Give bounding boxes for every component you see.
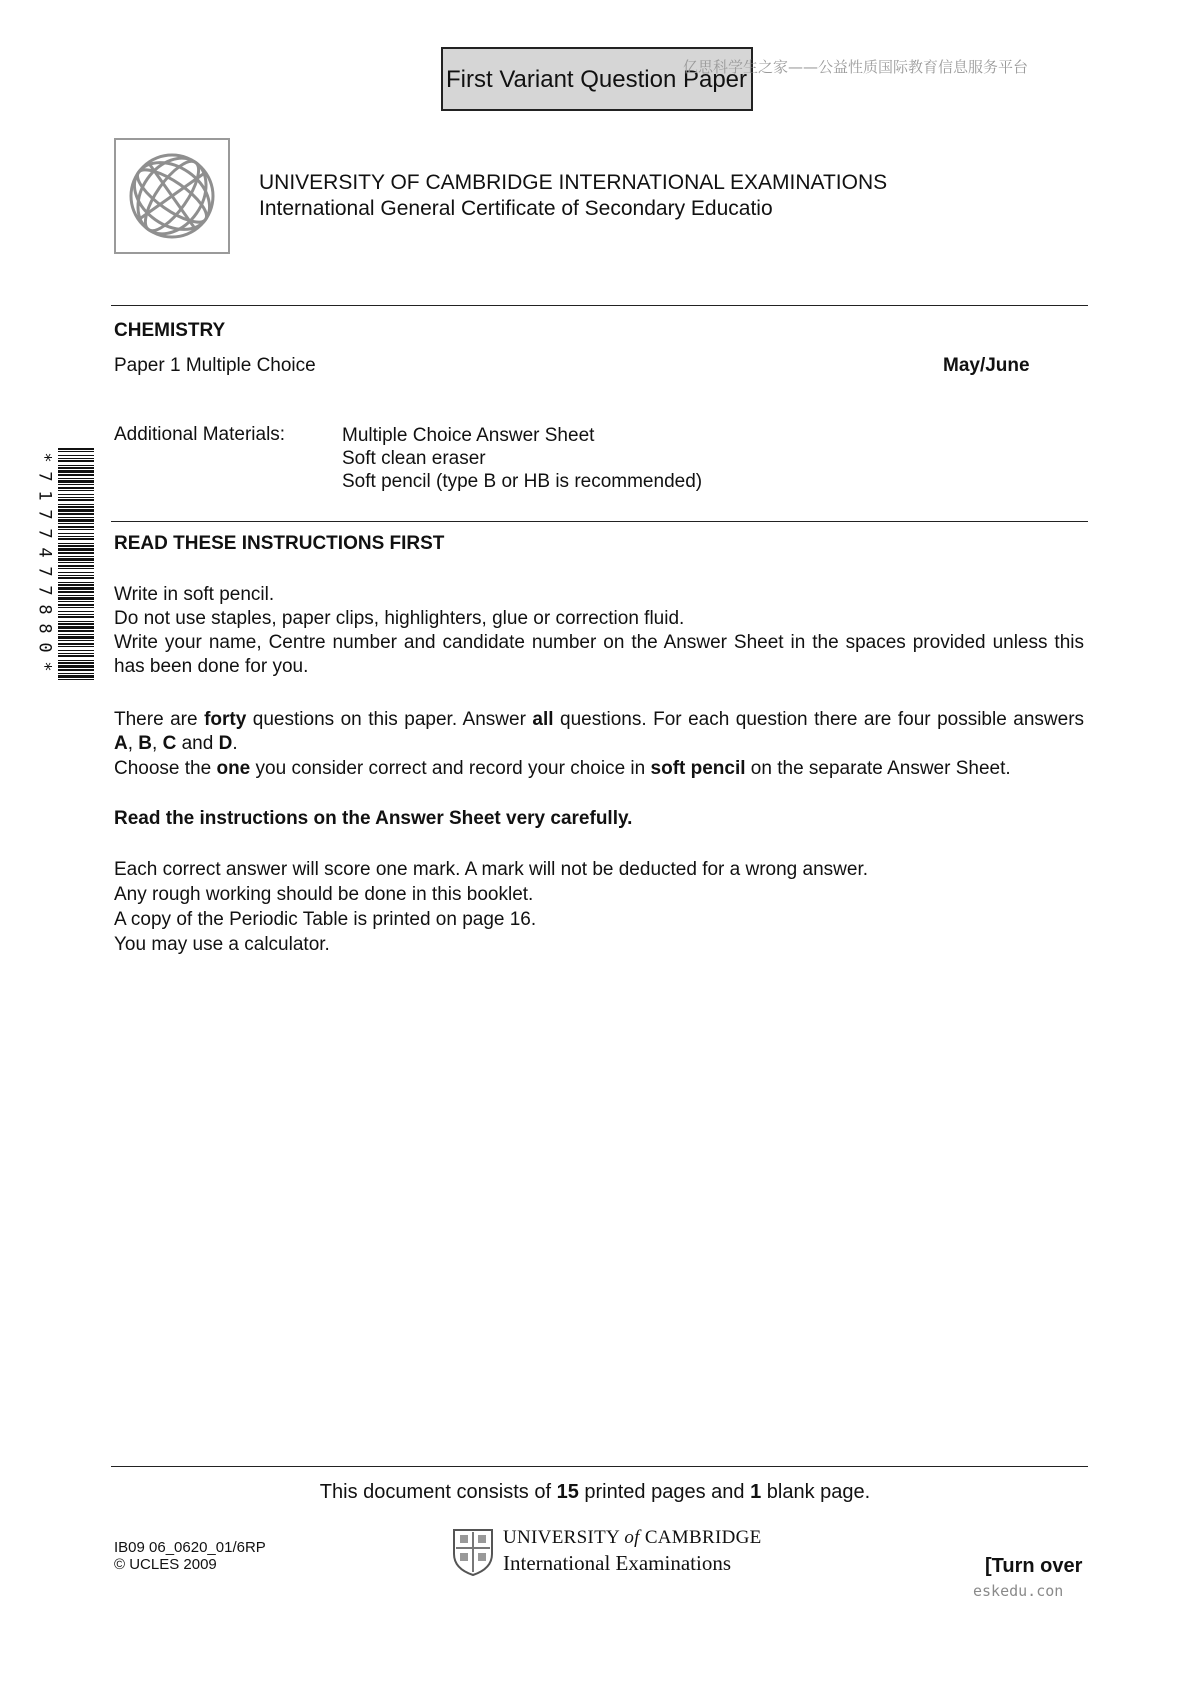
bottom-watermark: eskedu.con [973,1582,1064,1600]
barcode-bar [58,465,94,466]
barcode-digit: 8 [34,623,55,634]
turn-over: [Turn over [985,1555,1083,1577]
materials-item: Soft pencil (type B or HB is recommended) [342,471,703,492]
barcode-bar [58,665,94,668]
barcode-bar [58,478,94,479]
instruction-line: A copy of the Periodic Table is printed on page 16. [114,909,537,930]
barcode-bar [58,572,94,573]
barcode-bar [58,513,94,515]
barcode-bar [58,556,94,557]
cambridge-crest-icon [452,1528,494,1576]
instructions-paragraph-choose: Choose the one you consider correct and record your choice in soft pencil on the separate Answer Sheet. [114,758,1011,779]
materials-item: Soft clean eraser [342,448,486,469]
instruction-line: Write in soft pencil. [114,584,275,605]
barcode-bar [58,467,94,469]
barcode-bar [58,543,94,544]
barcode-bar [58,474,94,476]
divider-top [111,305,1088,306]
barcode-bar [58,601,94,602]
barcode-bar [58,597,94,600]
barcode-bar [58,614,94,615]
barcode-bar [58,587,94,590]
barcode-bar [58,568,94,569]
instructions-heading: READ THESE INSTRUCTIONS FIRST [114,533,445,554]
barcode-bar [58,616,94,618]
materials-item: Multiple Choice Answer Sheet [342,425,595,446]
barcode-bar [58,497,94,498]
exam-session: May/June [943,355,1030,376]
document-code [114,1539,266,1573]
barcode-bar [58,487,94,489]
barcode-bar [58,460,94,462]
barcode-bar [58,533,94,534]
copyright-line: © UCLES 2009 [114,1556,217,1573]
instructions-emphasis: Read the instructions on the Answer Sheet very carefully. [114,808,633,829]
barcode-digit: 7 [34,471,55,482]
variant-label: First Variant Question Paper [446,66,748,93]
barcode-bar [58,591,94,593]
barcode-bar [58,621,94,622]
barcode-bar [58,480,94,483]
barcode-bar [58,545,94,547]
instruction-line: Each correct answer will score one mark. A mark will not be deducted for a wrong answer. [114,859,869,880]
barcode-bar [58,626,94,629]
barcode-bar [58,536,94,537]
barcode-bar [58,526,94,528]
subject-title: CHEMISTRY [114,320,226,341]
barcode-bar [58,484,94,485]
barcode-bar [58,552,94,554]
barcode-bar [58,640,94,641]
barcode-digit: 8 [34,604,55,615]
instruction-line: Do not use staples, paper clips, highlighters, glue or correction fluid. [114,608,685,629]
barcode-bar [58,506,94,508]
barcode-bar [58,504,94,505]
barcode-digit: * [34,452,55,463]
barcode-bar [58,636,94,639]
barcode-bar [58,604,94,606]
barcode-bar [58,673,94,674]
barcode-digit: 7 [34,585,55,596]
barcode-digit: 7 [34,566,55,577]
divider-middle [111,521,1088,522]
barcode-bar [58,653,94,654]
barcode-bar [58,565,94,567]
materials-list [342,424,702,493]
barcode-bar [58,643,94,645]
barcode-digit: 0 [34,642,55,653]
barcode-bar [58,679,94,680]
paper-title: Paper 1 Multiple Choice [114,355,316,376]
top-watermark: 亿思科学生之家——公益性质国际教育信息服务平台 [683,58,1029,76]
barcode-bar [58,490,94,491]
barcode-bar [58,548,94,551]
barcode-bar [58,538,94,540]
barcode-bar [58,675,94,678]
barcode-bar [58,595,94,596]
barcode-number [33,448,55,676]
barcode-bar [58,448,94,450]
barcode-bar [58,575,94,576]
cambridge-wordmark: UNIVERSITY of CAMBRIDGE [503,1527,762,1548]
barcode-bar [58,623,94,625]
barcode-digit: * [34,661,55,672]
barcode-bar [58,669,94,671]
document-page-count: This document consists of 15 printed pages and 1 blank page. [319,1481,871,1503]
code-line: IB09 06_0620_01/6RP [114,1539,266,1556]
instructions-block-3 [114,857,1084,957]
barcode-digit: 7 [34,509,55,520]
instruction-line: You may use a calculator. [114,934,330,955]
barcode-digit: 4 [34,547,55,558]
qualification-name: International General Certificate of Secondary Educatio [259,197,773,220]
divider-bottom [111,1466,1088,1467]
barcode-bar [58,577,94,579]
instruction-line: Any rough working should be done in this booklet. [114,884,534,905]
barcode-bar [58,494,94,495]
barcode-bar [58,517,94,518]
barcode-digit: 7 [34,528,55,539]
globe-logo [114,138,230,254]
barcode-bar [58,455,94,456]
barcode-bar [58,660,94,661]
barcode-bar [58,611,94,612]
barcode-bar [58,662,94,664]
barcode-bar [58,529,94,530]
barcode-bar [58,607,94,608]
barcode-bar [58,562,94,563]
institution-name: UNIVERSITY OF CAMBRIDGE INTERNATIONAL EXAMINATIONS [259,171,888,194]
barcode [58,448,94,680]
barcode-bar [58,650,94,651]
barcode-bar [58,634,94,635]
barcode-digit: 1 [34,490,55,501]
globe-icon [116,140,228,252]
barcode-bar [58,509,94,512]
barcode-bar [58,458,94,459]
instructions-paragraph-questions: There are forty questions on this paper. Answer all questions. For each question there are four possible answers A, B, C and D. [114,709,1085,754]
barcode-bar [58,470,94,473]
barcode-bar [58,499,94,501]
barcode-bar [58,582,94,583]
barcode-bar [58,584,94,586]
cambridge-subtitle: International Examinations [503,1551,732,1575]
barcode-bar [58,630,94,632]
barcode-bar [58,655,94,657]
barcode-bar [58,519,94,522]
instruction-line: Write your name, Centre number and candidate number on the Answer Sheet in the spaces provided unless this has been done for you. [114,632,1084,677]
barcode-bar [58,523,94,524]
barcode-bar [58,646,94,647]
instructions-block-1 [114,583,1084,679]
barcode-bar [58,451,94,452]
barcode-bar [58,558,94,561]
materials-label: Additional Materials: [114,424,286,445]
